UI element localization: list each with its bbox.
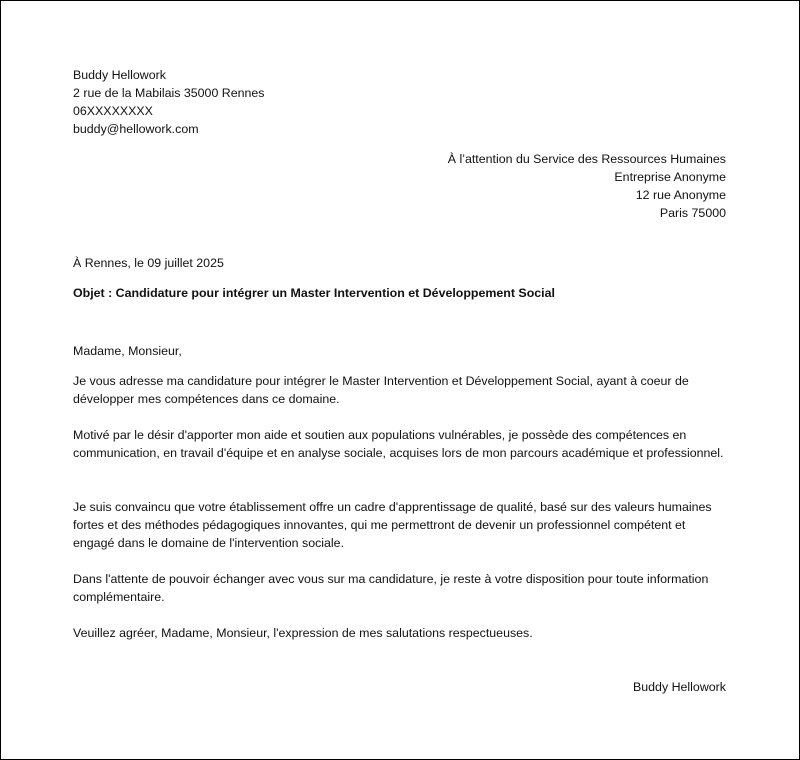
paragraph-institution: Je suis convaincu que votre établissement offre un cadre d'apprentissage de qualité, basé sur des valeurs humaines fortes et des méthodes pédagogiques innovantes, qui me permettront de devenir un professionnel compétent et engagé dans le domaine de l'intervention sociale. — [73, 500, 712, 550]
sender-address: 2 rue de la Mabilais 35000 Rennes — [73, 86, 265, 100]
sender-phone: 06XXXXXXXX — [73, 104, 153, 118]
recipient-company: Entreprise Anonyme — [614, 170, 726, 184]
signature: Buddy Hellowork — [633, 680, 726, 694]
sender-name: Buddy Hellowork — [73, 68, 166, 82]
salutation: Madame, Monsieur, — [73, 344, 182, 358]
paragraph-intro: Je vous adresse ma candidature pour intégrer le Master Intervention et Développement Social, ayant à coeur de développer mes compétences dans ce domaine. — [73, 374, 689, 406]
subject-line: Objet : Candidature pour intégrer un Master Intervention et Développement Social — [73, 286, 555, 300]
sender-block — [73, 66, 265, 138]
recipient-attention: À l’attention du Service des Ressources Humaines — [447, 152, 726, 166]
sender-email: buddy@hellowork.com — [73, 122, 199, 136]
recipient-city: Paris 75000 — [659, 206, 726, 220]
closing-formula: Veuillez agréer, Madame, Monsieur, l'expression de mes salutations respectueuses. — [73, 626, 533, 640]
paragraph-motivation: Motivé par le désir d'apporter mon aide et soutien aux populations vulnérables, je possède des compétences en communication, en travail d'équipe et en analyse sociale, acquises lors de mon parcours académique et professionnel. — [73, 428, 724, 460]
date-line: À Rennes, le 09 juillet 2025 — [73, 256, 224, 270]
paragraph-availability: Dans l'attente de pouvoir échanger avec vous sur ma candidature, je reste à votre disposition pour toute information complémentaire. — [73, 572, 709, 604]
recipient-street: 12 rue Anonyme — [635, 188, 726, 202]
recipient-block — [448, 150, 726, 222]
